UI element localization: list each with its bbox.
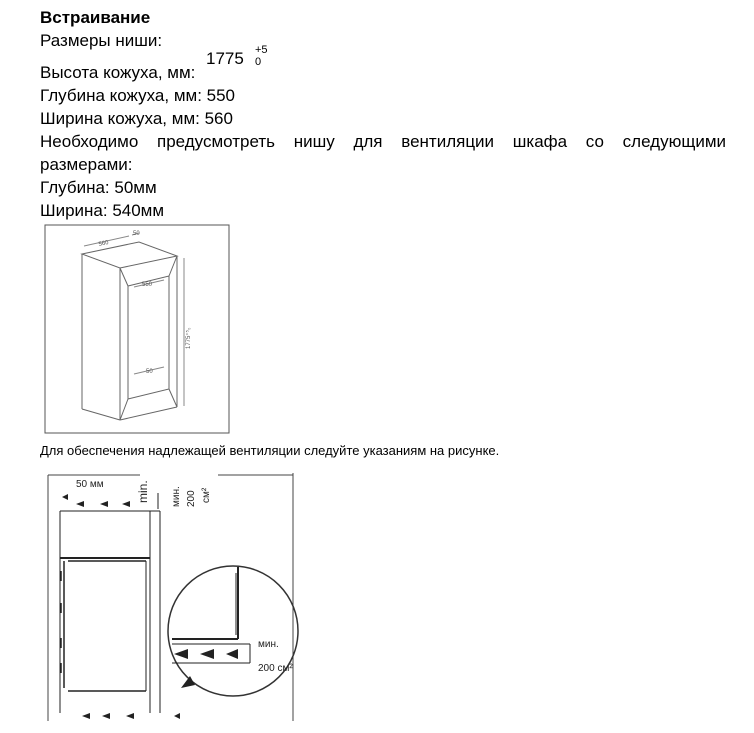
dim-side-label: 50: [133, 231, 140, 237]
ventilation-figure: [40, 463, 304, 725]
bottom-vent-label-2: 200 см²: [258, 663, 293, 674]
height-tolerance-minus: 0: [255, 56, 262, 68]
dim-back-label: 550: [142, 282, 153, 288]
dim-bottom-label: 50: [146, 369, 153, 375]
vent-paragraph-line-2: размерами:: [40, 155, 133, 174]
depth-line: Глубина кожуха, мм: 550: [40, 86, 236, 105]
vent-paragraph-line-1: Необходимо предусмотреть нишу для вентиляции шкафа со следующими: [40, 132, 726, 151]
niche-dimension-figure: [44, 224, 230, 434]
dim-height-label: 1775⁺⁵₀: [186, 327, 192, 349]
top-vent-label-3: см²: [201, 487, 212, 503]
height-number: 1775: [206, 49, 244, 68]
niche-title: Размеры ниши:: [40, 31, 163, 50]
width-line: Ширина кожуха, мм: 560: [40, 109, 233, 128]
height-tolerance-plus: +5: [255, 44, 268, 56]
ventilation-caption: Для обеспечения надлежащей вентиляции следуйте указаниям на рисунке.: [40, 443, 500, 458]
dim-top-label: 560: [98, 240, 110, 248]
top-vent-label-1: мин.: [171, 486, 182, 507]
height-value: [206, 44, 268, 69]
height-label: Высота кожуха, мм:: [40, 63, 196, 82]
gap-label: 50 мм: [76, 479, 104, 490]
min-label: min.: [136, 480, 150, 503]
section-heading: Встраивание: [40, 8, 151, 27]
vent-depth: Глубина: 50мм: [40, 178, 157, 197]
top-vent-label-2: 200: [186, 490, 197, 507]
bottom-vent-label-1: мин.: [258, 639, 279, 650]
vent-width: Ширина: 540мм: [40, 201, 165, 220]
